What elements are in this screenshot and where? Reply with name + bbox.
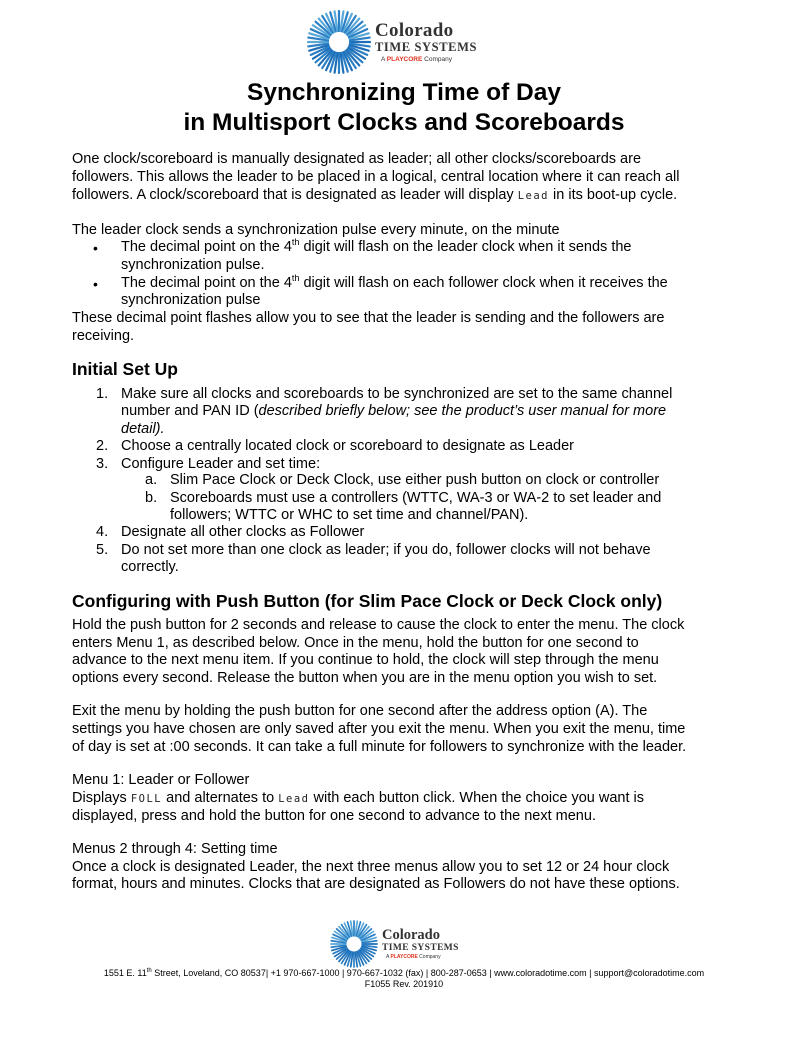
- logo-company-line: A PLAYCORE Company: [386, 954, 441, 960]
- footer-revision: F1055 Rev. 201910: [364, 979, 444, 989]
- push-p2-line3: of day is set at :00 seconds. It can take a full minute for followers to synchronize with the leader.: [72, 739, 687, 755]
- footer-address: 1551 E. 11th Street, Loveland, CO 80537| +1 970-667-1000 | 970-667-1032 (fax) | 800-287-0653 | www.coloradotime.com | support@coloradotime.com: [103, 968, 705, 978]
- setup-item3b-line1: Scoreboards must use a controllers (WTTC, WA-3 or WA-2 to set leader and: [170, 490, 662, 506]
- list-number: 1.: [96, 386, 109, 402]
- push-p2-line1: Exit the menu by holding the push button for one second after the address option (A). The: [72, 703, 648, 719]
- push-p1-line1: Hold the push button for 2 seconds and release to cause the clock to enter the menu. The clock: [72, 617, 685, 633]
- pulse-bullet1-cont: synchronization pulse.: [121, 257, 265, 273]
- menu2-line2: format, hours and minutes. Clocks that are designated as Followers do not have these options.: [72, 876, 680, 892]
- setup-item3: Configure Leader and set time:: [121, 456, 321, 472]
- setup-item3b-line2: followers; WTTC or WHC to set time and channel/PAN).: [170, 507, 529, 523]
- bullet-icon: •: [93, 240, 98, 256]
- lcd-lead-display: Lead: [517, 190, 550, 202]
- list-number: 2.: [96, 438, 109, 454]
- setup-item1-line1: Make sure all clocks and scoreboards to be synchronized are set to the same channel: [121, 386, 673, 402]
- setup-item3a: Slim Pace Clock or Deck Clock, use either push button on clock or controller: [170, 472, 660, 488]
- logo-line2: TIME SYSTEMS: [382, 942, 459, 953]
- pulse-bullet2: The decimal point on the 4th digit will flash on each follower clock when it receives the: [121, 273, 668, 291]
- list-number: 4.: [96, 524, 109, 540]
- logo-line1: Colorado: [382, 927, 440, 943]
- logo-company-line: A PLAYCORE Company: [381, 55, 452, 63]
- setup-item2: Choose a centrally located clock or scoreboard to designate as Leader: [121, 438, 574, 454]
- sunburst-logo-icon: [330, 920, 378, 968]
- pulse-bullet2-cont: synchronization pulse: [121, 292, 261, 308]
- page-title-line2: in Multisport Clocks and Scoreboards: [183, 109, 625, 136]
- push-p1-line2: enters Menu 1, as described below. Once in the menu, hold the button for one second to: [72, 635, 639, 651]
- bullet-icon: •: [93, 276, 98, 292]
- pulse-after-line2: receiving.: [72, 328, 135, 344]
- pulse-bullet1: The decimal point on the 4th digit will flash on the leader clock when it sends the: [121, 237, 632, 255]
- company-logo-bottom: [330, 920, 459, 968]
- intro-line3: followers. A clock/scoreboard that is designated as leader will display Lead in its boot-up cycle.: [72, 187, 678, 203]
- list-number: 5.: [96, 542, 109, 558]
- menu2-title: Menus 2 through 4: Setting time: [72, 841, 278, 857]
- pulse-after-line1: These decimal point flashes allow you to see that the leader is sending and the followers are: [72, 310, 665, 326]
- intro-line2: followers. This allows the leader to be placed in a logical, central location where it can reach all: [72, 169, 680, 185]
- page-title-line1: Synchronizing Time of Day: [246, 79, 561, 106]
- list-letter: b.: [145, 490, 158, 506]
- list-letter: a.: [145, 472, 158, 488]
- setup-item1-line2: number and PAN ID (described briefly below; see the product’s user manual for more: [121, 403, 667, 419]
- push-p1-line4: options every second. Release the button when you are in the menu option you wish to set.: [72, 670, 658, 686]
- list-number: 3.: [96, 456, 109, 472]
- setup-item5-line1: Do not set more than one clock as leader; if you do, follower clocks will not behave: [121, 542, 651, 558]
- heading-push-button: Configuring with Push Button (for Slim Pace Clock or Deck Clock only): [72, 591, 663, 611]
- menu1-line1: Displays FOLL and alternates to Lead with each button click. When the choice you want is: [72, 790, 644, 806]
- lcd-foll-display: FOLL: [130, 793, 163, 805]
- logo-line2: TIME SYSTEMS: [375, 40, 478, 54]
- menu2-line1: Once a clock is designated Leader, the next three menus allow you to set 12 or 24 hour clock: [72, 859, 670, 875]
- push-p1-line3: advance to the next menu item. If you continue to hold, the clock will step through the menu: [72, 652, 659, 668]
- company-logo-top: [307, 10, 477, 74]
- heading-initial-set-up: Initial Set Up: [72, 359, 178, 379]
- push-p2-line2: settings you have chosen are only saved after you exit the menu. When you exit the menu, time: [72, 721, 686, 737]
- sunburst-logo-icon: [307, 10, 371, 74]
- setup-item5-line2: correctly.: [121, 559, 179, 575]
- logo-line1: Colorado: [375, 20, 454, 41]
- lcd-lead-display: Lead: [278, 793, 310, 805]
- setup-item4: Designate all other clocks as Follower: [121, 524, 365, 540]
- setup-item1-line3: detail).: [121, 421, 165, 437]
- intro-line1: One clock/scoreboard is manually designated as leader; all other clocks/scoreboards are: [72, 151, 642, 167]
- menu1-line2: displayed, press and hold the button for one second to advance to the next menu.: [72, 808, 596, 824]
- menu1-title: Menu 1: Leader or Follower: [72, 772, 250, 788]
- pulse-lead: The leader clock sends a synchronization pulse every minute, on the minute: [72, 222, 560, 238]
